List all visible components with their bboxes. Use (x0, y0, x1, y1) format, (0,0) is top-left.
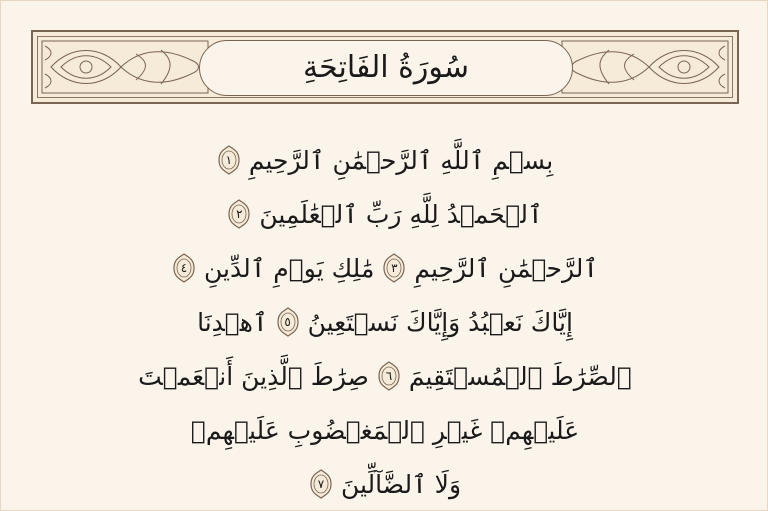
ayah-end-marker-icon (276, 307, 300, 337)
verse-line (121, 457, 649, 511)
ayah-end-marker-icon (217, 145, 241, 175)
ayah-text: مَٰلِكِ يَوۡمِ ٱلدِّينِ (203, 253, 375, 283)
ayah-number: ٧ (317, 477, 325, 491)
ayah-number: ١ (225, 153, 233, 167)
right-ornament-icon (561, 40, 729, 94)
surah-header-banner (31, 30, 739, 104)
title-cartouche (199, 40, 573, 96)
ayah-text: صِرَٰطَ ٱلَّذِينَ أَنۡعَمۡتَ (138, 361, 369, 391)
verse-line (121, 349, 649, 403)
ayah-number: ٣ (391, 261, 398, 275)
verse-line (121, 241, 649, 295)
ayah-end-marker-icon (382, 253, 406, 283)
ayah-text: ٱلرَّحۡمَٰنِ ٱلرَّحِيمِ (414, 253, 599, 283)
ayah-number: ٤ (180, 261, 188, 275)
ayah-text: وَلَا ٱلضَّآلِّينَ (340, 469, 462, 499)
verse-line (121, 187, 649, 241)
ayah-end-marker-icon (172, 253, 196, 283)
ayah-number: ٦ (385, 369, 393, 383)
ayah-end-marker-icon (309, 469, 333, 499)
ayah-text: ٱهۡدِنَا (197, 307, 268, 337)
verse-area (121, 133, 649, 511)
verse-line (121, 403, 649, 457)
ayah-text: ٱلۡحَمۡدُ لِلَّهِ رَبِّ ٱلۡعَٰلَمِينَ (259, 199, 543, 229)
left-ornament-icon (41, 40, 209, 94)
ayah-text: بِسۡمِ ٱللَّهِ ٱلرَّحۡمَٰنِ ٱلرَّحِيمِ (248, 145, 554, 175)
ayah-number: ٢ (236, 207, 243, 221)
ayah-text: إِيَّاكَ نَعۡبُدُ وَإِيَّاكَ نَسۡتَعِينُ (307, 307, 573, 337)
ayah-end-marker-icon (227, 199, 251, 229)
ayah-number: ٥ (284, 315, 291, 329)
surah-title: سُورَةُ الفَاتِحَةِ (303, 50, 469, 85)
ayah-text: ٱلصِّرَٰطَ ٱلۡمُسۡتَقِيمَ (408, 361, 632, 391)
ayah-text: عَلَيۡهِمۡ غَيۡرِ ٱلۡمَغۡضُوبِ عَلَيۡهِمۡ (190, 415, 580, 445)
verse-line (121, 295, 649, 349)
ayah-end-marker-icon (377, 361, 401, 391)
verse-line (121, 133, 649, 187)
